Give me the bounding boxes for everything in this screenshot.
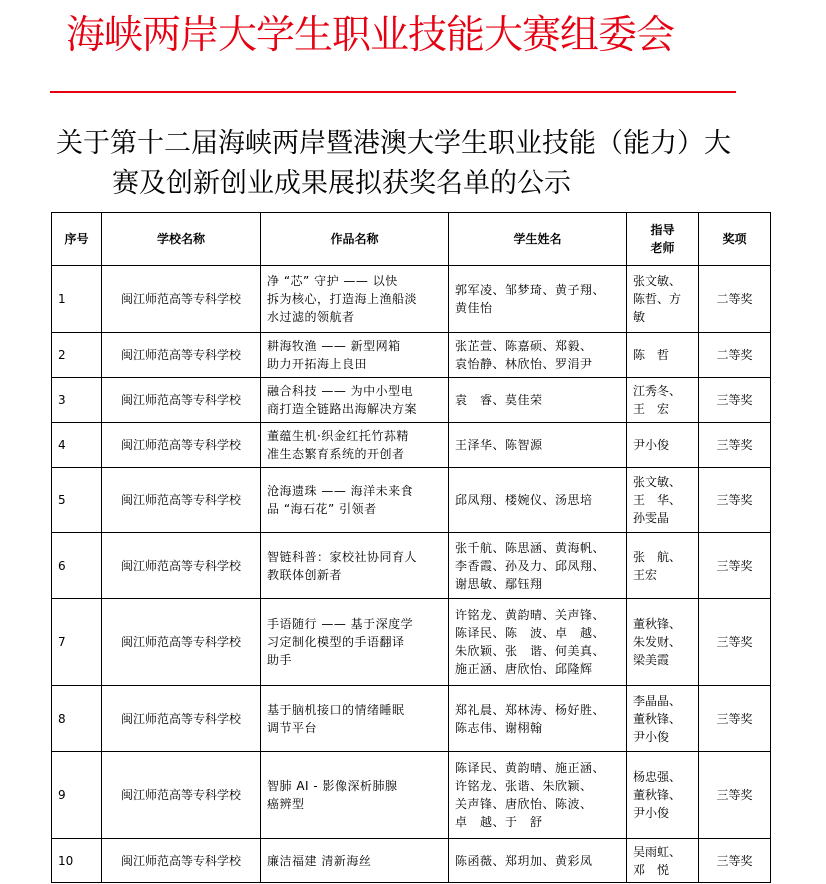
- table-row: [52, 423, 771, 468]
- award-level: 三等奖: [699, 378, 771, 423]
- school-name: 闽江师范高等专科学校: [102, 266, 261, 333]
- work-title: [261, 839, 449, 883]
- header-students: 学生姓名: [449, 213, 627, 266]
- work-title-line: 助手: [267, 653, 293, 667]
- student-names: [449, 266, 627, 333]
- school-name: 闽江师范高等专科学校: [102, 533, 261, 599]
- work-title-line: 董蕴生机·织金红托竹荪精: [267, 429, 409, 443]
- work-title-line: 沧海遗珠 —— 海洋未来食: [267, 484, 414, 498]
- school-name: 闽江师范高等专科学校: [102, 839, 261, 883]
- award-level: 三等奖: [699, 468, 771, 533]
- row-number: 10: [52, 839, 102, 883]
- work-title-line: 助力开拓海上良田: [267, 357, 368, 371]
- document-title: [56, 124, 776, 204]
- work-title-line: 手语随行 —— 基于深度学: [267, 617, 414, 631]
- advisor-names-line: 尹小俊: [633, 729, 670, 744]
- advisor-names-line: 张 航、: [633, 549, 682, 564]
- school-name: 闽江师范高等专科学校: [102, 333, 261, 378]
- advisor-names-line: 杨忠强、: [633, 770, 682, 784]
- row-number: 3: [52, 378, 102, 423]
- table-row: [52, 266, 771, 333]
- award-level: 三等奖: [699, 533, 771, 599]
- advisor-names-line: 吴雨虹、: [633, 844, 682, 859]
- advisor-names: [627, 378, 699, 423]
- advisor-names-line: 梁美霞: [633, 653, 670, 667]
- student-names-line: 陈函薇、郑玥加、黄彩凤: [455, 853, 593, 868]
- advisor-names-line: 孙雯晶: [633, 511, 670, 525]
- advisor-names-line: 敏: [633, 310, 646, 324]
- work-title: [261, 752, 449, 839]
- student-names-line: 陈译民、陈 波、卓 越、: [455, 626, 606, 640]
- work-title: [261, 686, 449, 752]
- advisor-names: [627, 468, 699, 533]
- advisor-names-line: 董秋锋、: [633, 788, 682, 802]
- work-title-line: 调节平台: [267, 720, 318, 735]
- row-number: 1: [52, 266, 102, 333]
- advisor-names-line: 江秀冬、: [633, 384, 682, 398]
- student-names: [449, 333, 627, 378]
- student-names-line: 袁怡静、林欣怡、罗涓尹: [455, 357, 593, 371]
- student-names: [449, 686, 627, 752]
- student-names-line: 张千航、陈思涵、黄海帆、: [455, 540, 606, 555]
- organizer-title: 海峡两岸大学生职业技能大赛组委会: [66, 13, 675, 58]
- work-title: [261, 468, 449, 533]
- work-title-line: 教联体创新者: [267, 567, 343, 582]
- student-names-line: 朱欣颖、张 谐、何美真、: [455, 644, 606, 658]
- table-row: [52, 468, 771, 533]
- work-title-line: 商打造全链路出海解决方案: [267, 402, 418, 416]
- work-title-line: 癌辨型: [267, 797, 305, 811]
- advisor-names-line: 王宏: [633, 567, 658, 582]
- table-row: [52, 333, 771, 378]
- school-name: 闽江师范高等专科学校: [102, 752, 261, 839]
- award-level: 二等奖: [699, 266, 771, 333]
- student-names: [449, 423, 627, 468]
- award-level: 三等奖: [699, 423, 771, 468]
- row-number: 8: [52, 686, 102, 752]
- student-names-line: 李香霞、孙及力、邱凤翔、: [455, 558, 606, 573]
- advisor-names: [627, 752, 699, 839]
- advisor-names-line: 朱发财、: [633, 635, 682, 649]
- work-title-line: 品 “海石花” 引领者: [267, 502, 377, 516]
- work-title-line: 廉洁福建 清新海丝: [267, 853, 372, 868]
- school-name: 闽江师范高等专科学校: [102, 378, 261, 423]
- table-row: [52, 599, 771, 686]
- student-names-line: 谢思敏、鄢钰翔: [455, 576, 543, 591]
- table-row: [52, 378, 771, 423]
- award-level: 三等奖: [699, 839, 771, 883]
- school-name: 闽江师范高等专科学校: [102, 599, 261, 686]
- student-names-line: 许铭龙、黄韵晴、关声锋、: [455, 608, 606, 622]
- work-title-line: 准生态繁育系统的开创者: [267, 447, 405, 461]
- student-names: [449, 533, 627, 599]
- table-row: [52, 839, 771, 883]
- award-level: 二等奖: [699, 333, 771, 378]
- work-title: [261, 533, 449, 599]
- advisor-names-line: 张文敏、: [633, 475, 682, 489]
- student-names-line: 施正涵、唐欣怡、邱隆辉: [455, 662, 593, 676]
- advisor-names-line: 邓 悦: [633, 862, 670, 877]
- student-names-line: 张芷萱、陈嘉硕、郑毅、: [455, 339, 593, 353]
- header-award: 奖项: [699, 213, 771, 266]
- school-name: 闽江师范高等专科学校: [102, 686, 261, 752]
- student-names-line: 郑礼晨、郑林涛、杨好胜、: [455, 702, 606, 717]
- row-number: 2: [52, 333, 102, 378]
- advisor-names-line: 张文敏、: [633, 274, 682, 288]
- header-advisors: [627, 213, 699, 266]
- work-title-line: 水过滤的领航者: [267, 310, 355, 324]
- table-header-row: [52, 213, 771, 266]
- document-title-line-2: 赛及创新创业成果展拟获奖名单的公示: [112, 168, 571, 199]
- advisor-names: [627, 533, 699, 599]
- student-names-line: 卓 越、于 舒: [455, 815, 543, 829]
- advisor-names: [627, 599, 699, 686]
- work-title-line: 基于脑机接口的情绪睡眠: [267, 702, 405, 717]
- student-names-line: 袁 睿、莫佳荣: [455, 393, 543, 407]
- work-title-line: 智链科普：家校社协同育人: [267, 549, 418, 564]
- row-number: 5: [52, 468, 102, 533]
- header-school: 学校名称: [102, 213, 261, 266]
- school-name: 闽江师范高等专科学校: [102, 423, 261, 468]
- work-title-line: 拆为核心，打造海上渔船淡: [267, 292, 418, 306]
- student-names: [449, 839, 627, 883]
- advisor-names: [627, 423, 699, 468]
- row-number: 9: [52, 752, 102, 839]
- student-names: [449, 599, 627, 686]
- advisor-names-line: 董秋锋、: [633, 617, 682, 631]
- header-work: 作品名称: [261, 213, 449, 266]
- award-level: 三等奖: [699, 686, 771, 752]
- advisor-names-line: 王 宏: [633, 402, 670, 416]
- red-divider-line: [50, 91, 736, 93]
- table-row: [52, 752, 771, 839]
- student-names-line: 陈志伟、谢栩翰: [455, 720, 543, 735]
- student-names-line: 郭军凌、邹梦琦、黄子翔、: [455, 283, 606, 297]
- advisor-names-line: 王 华、: [633, 493, 682, 507]
- advisor-names-line: 李晶晶、: [633, 693, 682, 708]
- student-names: [449, 468, 627, 533]
- advisor-names-line: 陈哲、方: [633, 292, 682, 306]
- table-row: [52, 686, 771, 752]
- header-advisors-line-2: 老师: [650, 241, 675, 255]
- work-title-line: 融合科技 —— 为中小型电: [267, 384, 414, 398]
- student-names-line: 许铭龙、张谐、朱欣颖、: [455, 779, 593, 793]
- row-number: 4: [52, 423, 102, 468]
- school-name: 闽江师范高等专科学校: [102, 468, 261, 533]
- advisor-names-line: 董秋锋、: [633, 711, 682, 726]
- advisor-names-line: 尹小俊: [633, 438, 670, 452]
- header-advisors-line-1: 指导: [650, 223, 675, 237]
- student-names-line: 陈译民、黄韵晴、施正涵、: [455, 761, 606, 775]
- advisor-names: [627, 839, 699, 883]
- advisor-names-line: 陈 哲: [633, 348, 670, 362]
- work-title: [261, 423, 449, 468]
- work-title-line: 智肺 AI - 影像深析肺腺: [267, 779, 398, 793]
- award-level: 三等奖: [699, 752, 771, 839]
- advisor-names-line: 尹小俊: [633, 806, 670, 820]
- row-number: 6: [52, 533, 102, 599]
- document-title-line-1: 关于第十二届海峡两岸暨港澳大学生职业技能（能力）大: [56, 128, 731, 159]
- work-title: [261, 599, 449, 686]
- work-title: [261, 378, 449, 423]
- row-number: 7: [52, 599, 102, 686]
- work-title-line: 净 “芯” 守护 —— 以快: [267, 274, 398, 288]
- student-names-line: 黄佳怡: [455, 301, 493, 315]
- advisor-names: [627, 266, 699, 333]
- student-names: [449, 378, 627, 423]
- table-row: [52, 533, 771, 599]
- student-names: [449, 752, 627, 839]
- advisor-names: [627, 686, 699, 752]
- student-names-line: 邱凤翔、楼婉仪、汤思培: [455, 493, 593, 507]
- work-title: [261, 333, 449, 378]
- work-title: [261, 266, 449, 333]
- work-title-line: 耕海牧渔 —— 新型网箱: [267, 339, 401, 353]
- award-list-table: [51, 212, 771, 883]
- student-names-line: 王泽华、陈智源: [455, 438, 543, 452]
- award-level: 三等奖: [699, 599, 771, 686]
- work-title-line: 习定制化模型的手语翻译: [267, 635, 405, 649]
- advisor-names: [627, 333, 699, 378]
- student-names-line: 关声锋、唐欣怡、陈波、: [455, 797, 593, 811]
- header-no: 序号: [52, 213, 102, 266]
